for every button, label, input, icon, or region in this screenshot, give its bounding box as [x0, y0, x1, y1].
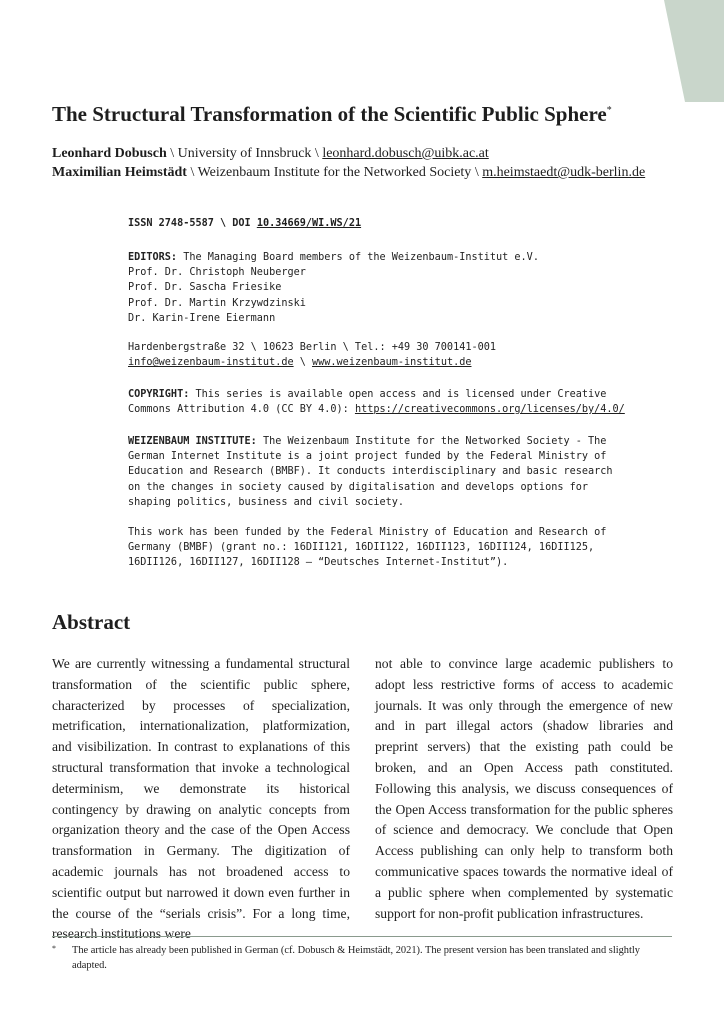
editors-block [128, 250, 688, 326]
author-email-link[interactable]: m.heimstaedt@udk-berlin.de [482, 165, 646, 180]
doi-link[interactable]: 10.34669/WI.WS/21 [256, 218, 362, 229]
paper-title [52, 97, 672, 128]
copyright-text: This series is available open access and is licensed under Creative Commons Attribution 4.0 (CC BY 4.0): [128, 389, 607, 416]
abstract-heading: Abstract [52, 610, 131, 634]
editor-name: Prof. Dr. Sascha Friesike [128, 282, 282, 294]
author-name: Maximilian Heimstädt [52, 165, 187, 180]
separator: \ [293, 357, 313, 369]
footnote-divider [52, 936, 672, 937]
title-footnote-mark: * [606, 105, 612, 116]
author-list [52, 144, 682, 182]
footnote-text: The article has already been published in German (cf. Dobusch & Heimstädt, 2021). The present version has been translated and slightly adapted. [72, 945, 640, 971]
abstract-column-right: not able to convince large academic publishers to adopt less restrictive forms of access to academic journals. It was only through the emergence of new and in part illegal actors (shadow libraries and preprint servers) that the existing path could be broken, and an Open Access path constituted. Following this analysis, we discuss consequences of the Open Access transformation for the public spheres of science and democracy. We conclude that Open Access publishing can only help to transform both communicative spaces towards the normative ideal of a public sphere when complemented by systematic support for non-profit publication infrastructures. [375, 656, 673, 921]
separator: \ [311, 146, 323, 161]
separator: \ [166, 146, 178, 161]
institute-email-link[interactable]: info@weizenbaum-institut.de [128, 357, 294, 369]
title-text: The Structural Transformation of the Scientific Public Sphere [52, 102, 607, 126]
abstract-column-left: We are currently witnessing a fundamental structural transformation of the scientific public sphere, characterized by processes of specialization, metrification, internationalization, platformization, and visibilization. In contrast to explanations of this structural transformation that invoke a technological determinism, we demonstrate its historical contingency by drawing on analytic concepts from organization theory and the case of the Open Access transformation in Germany. The digitization of academic journals has not broadened access to scientific output but narrowed it down even further in the course of the “serials crisis”. For a long time, research institutions were [52, 656, 350, 942]
corner-decoration [664, 0, 724, 102]
copyright-label: COPYRIGHT: [128, 389, 190, 400]
author-name: Leonhard Dobusch [52, 146, 167, 161]
editor-name: Prof. Dr. Martin Krzywdzinski [128, 297, 306, 309]
funding-block [128, 525, 688, 571]
editors-label: EDITORS: [128, 252, 178, 263]
institute-block [128, 434, 688, 510]
separator: \ [186, 165, 198, 180]
license-link[interactable]: https://creativecommons.org/licenses/by/4.0/ [354, 404, 625, 416]
author-line-1 [52, 144, 682, 163]
institute-text: The Weizenbaum Institute for the Networked Society - The German Internet Institute is a joint project funded by the Federal Ministry of Education and Research (BMBF). It conducts interdisciplinary and basic research on the changes in society caused by digitalisation and develops options for shaping politics, business and civil society. [128, 436, 613, 508]
separator: \ [471, 165, 483, 180]
author-affiliation: University of Innsbruck [177, 146, 312, 161]
footnote [52, 943, 672, 973]
editors-text: The Managing Board members of the Weizenbaum-Institut e.V. [177, 252, 539, 263]
copyright-block [128, 387, 688, 417]
editor-name: Dr. Karin-Irene Eiermann [128, 312, 276, 324]
institute-label: WEIZENBAUM INSTITUTE: [128, 436, 257, 447]
author-email-link[interactable]: leonhard.dobusch@uibk.ac.at [322, 146, 489, 161]
editor-name: Prof. Dr. Christoph Neuberger [128, 267, 306, 279]
author-line-2 [52, 163, 682, 182]
author-affiliation: Weizenbaum Institute for the Networked Society [197, 165, 472, 180]
address-text: Hardenbergstraße 32 \ 10623 Berlin \ Tel.: +49 30 700141-001 [128, 342, 497, 353]
issn-text: ISSN 2748-5587 \ DOI [128, 218, 257, 229]
contact-block [128, 340, 688, 370]
funding-text: This work has been funded by the Federal Ministry of Education and Research of Germany (BMBF) (grant no.: 16DII121, 16DII122, 16DII123, 16DII124, 16DII125, 16DII126, 16DII127, 16DII128 – “Deutsches Internet-Institut”). [128, 527, 607, 569]
footnote-mark: * [52, 944, 56, 953]
issn-doi-line [128, 216, 688, 231]
institute-website-link[interactable]: www.weizenbaum-institut.de [312, 357, 472, 369]
